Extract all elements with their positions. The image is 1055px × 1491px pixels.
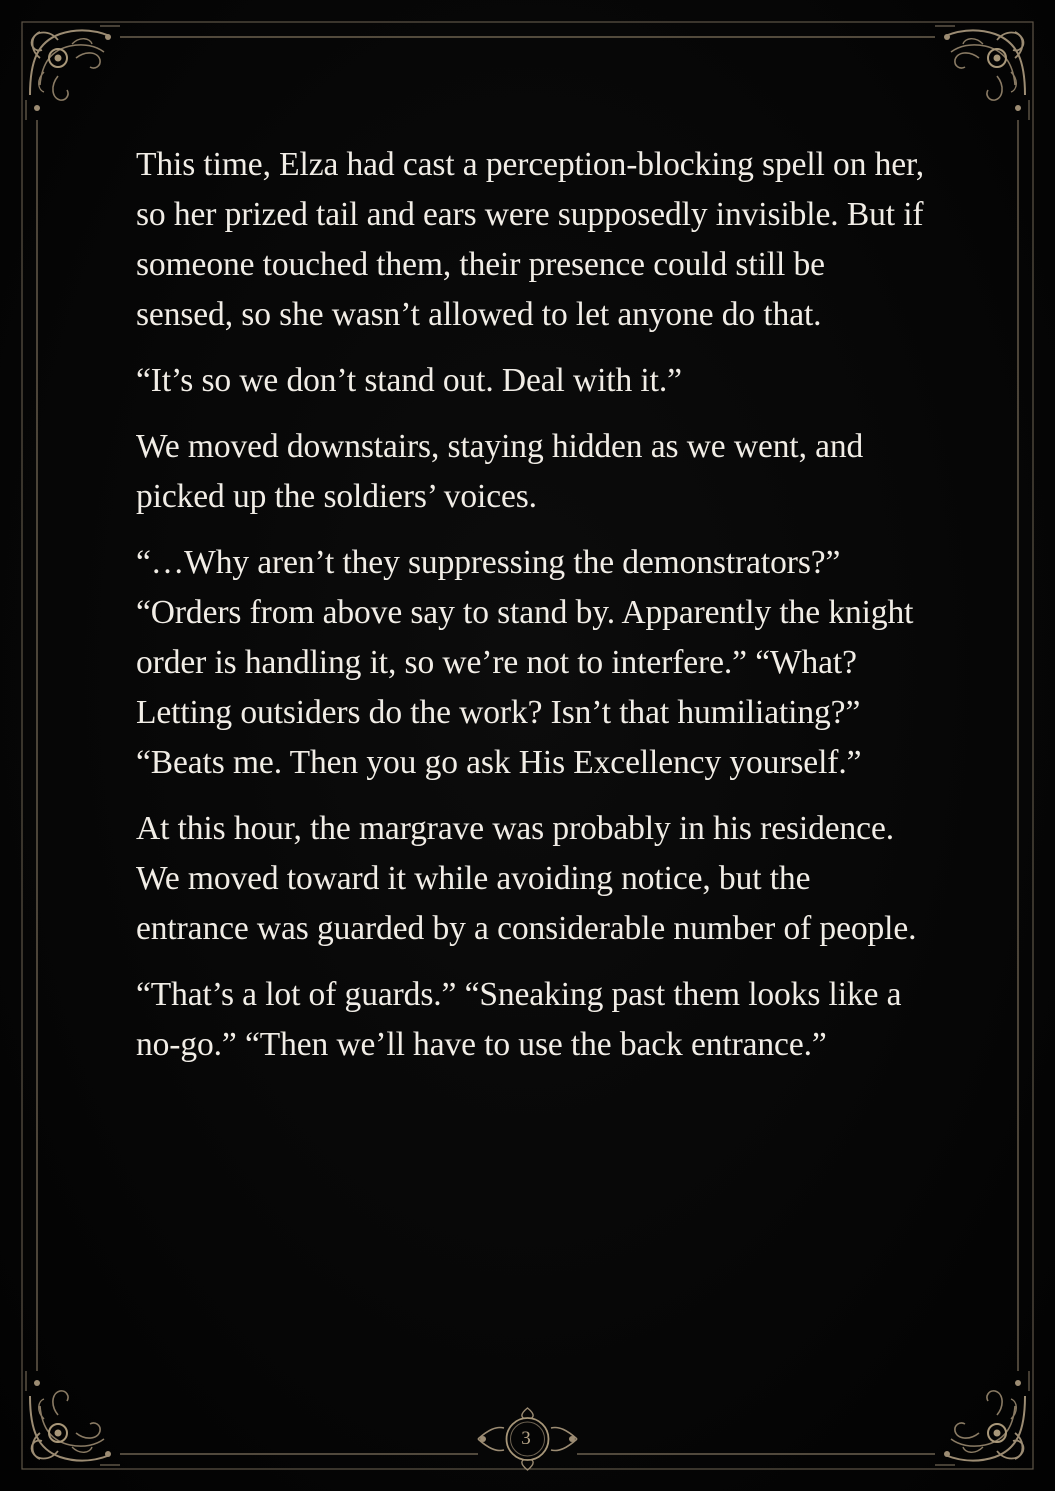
filigree-corner-icon [935, 26, 1029, 120]
filigree-corner-icon [935, 1371, 1029, 1465]
filigree-corner-icon [26, 26, 120, 120]
paragraph: “…Why aren’t they suppressing the demonstrators?” “Orders from above say to stand by. Apparently the knight order is handling it, so we’re not to interfere.” “What? Letting outsiders do the work? Isn’t that humiliating?” “Beats me. Then you go ask His Excellency yourself.” [136, 544, 914, 781]
paragraph: “It’s so we don’t stand out. Deal with it.” [136, 362, 682, 399]
paragraph: At this hour, the margrave was probably in his residence. We moved toward it while avoiding notice, but the entrance was guarded by a considerable number of people. [136, 810, 917, 947]
filigree-corner-icon [26, 1371, 120, 1465]
paragraph: “That’s a lot of guards.” “Sneaking past them looks like a no-go.” “Then we’ll have to use the back entrance.” [136, 976, 902, 1063]
paragraph: This time, Elza had cast a perception-blocking spell on her, so her prized tail and ears were supposedly invisible. But if someone touched them, their presence could still be sensed, so she wasn’t allowed to let anyone do that. [136, 146, 925, 333]
page-number: 3 [521, 1428, 531, 1449]
paragraph: We moved downstairs, staying hidden as we went, and picked up the soldiers’ voices. [136, 428, 864, 515]
story-text [136, 140, 926, 1086]
